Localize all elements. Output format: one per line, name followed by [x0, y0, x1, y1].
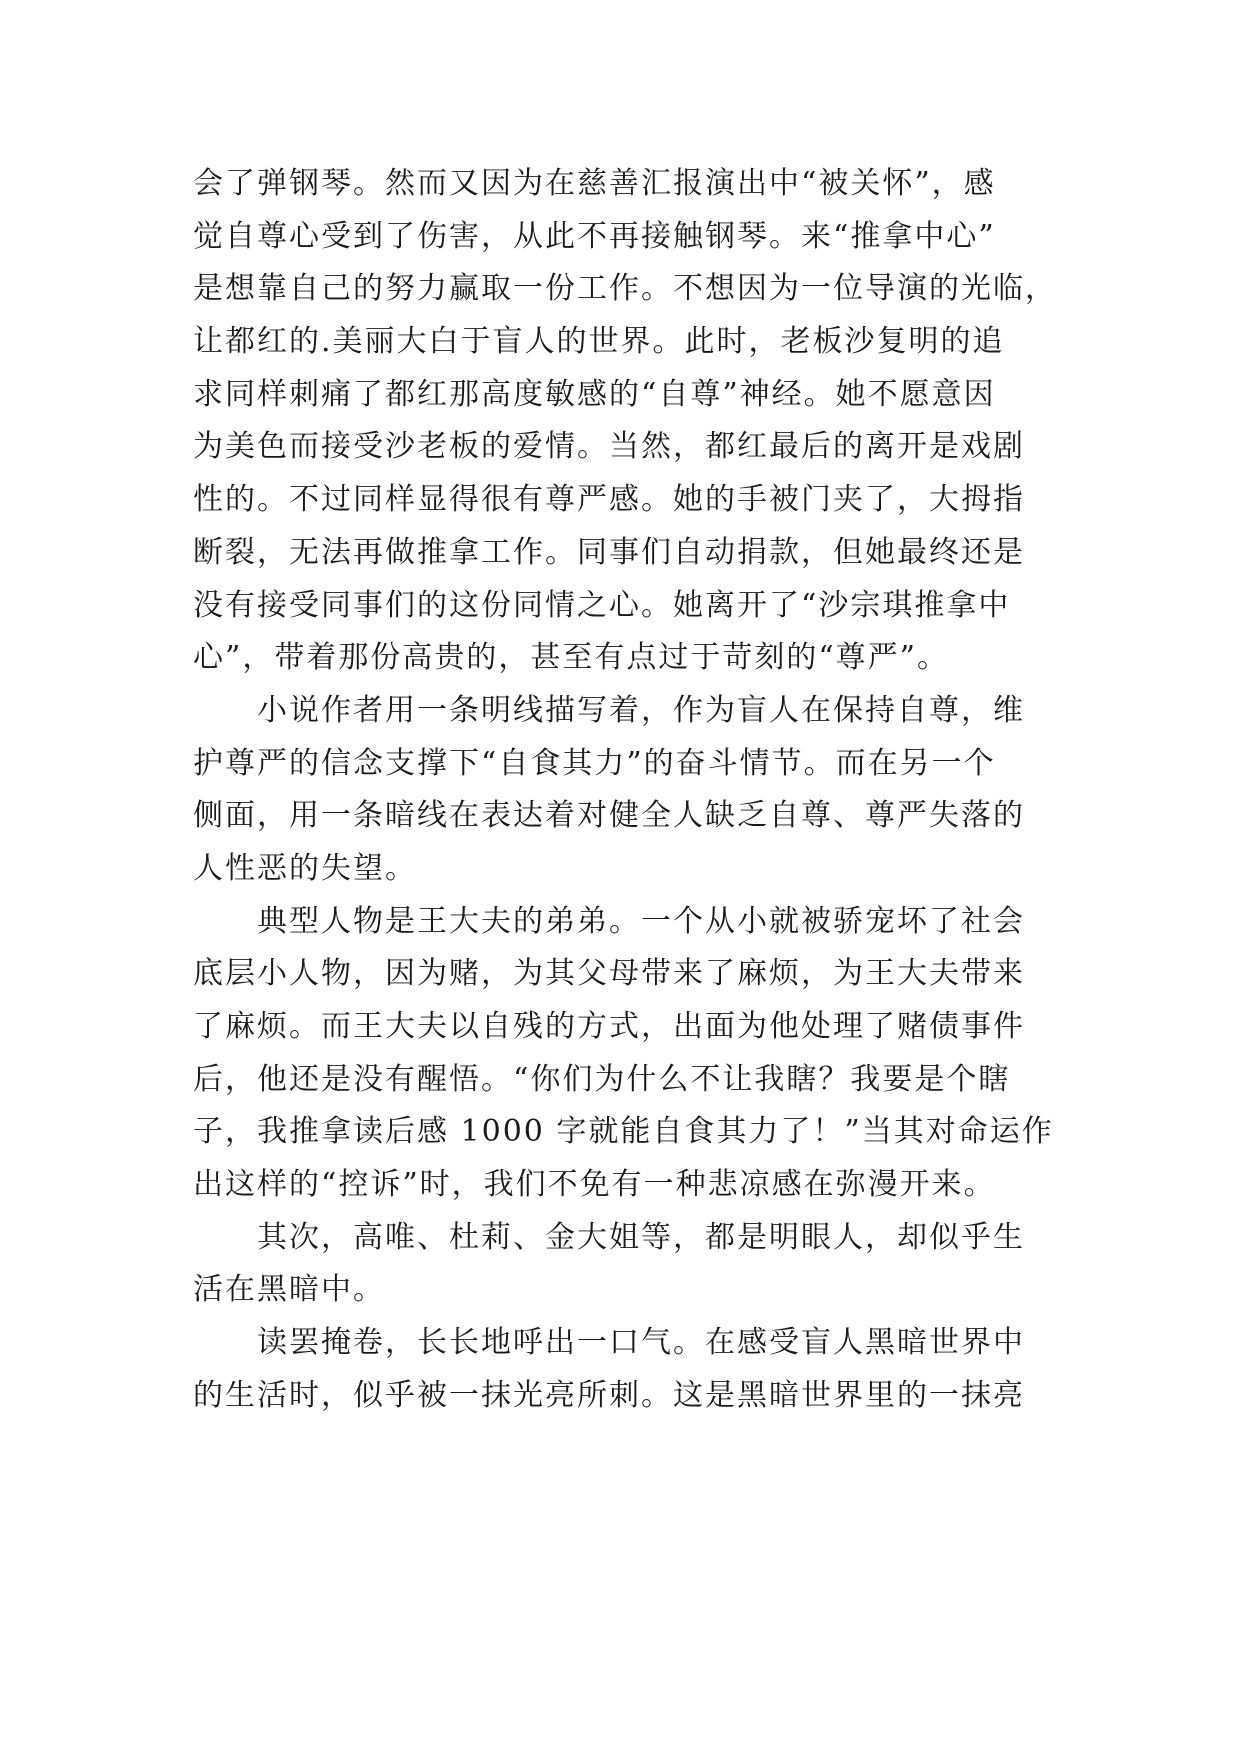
text-line: 活在黑暗中。 [193, 1272, 385, 1308]
text-line: 底层小人物，因为赌，为其父母带来了麻烦，为王大夫带来 [193, 956, 1025, 992]
text-line: 为美色而接受沙老板的爱情。当然，都红最后的离开是戏剧 [193, 429, 1025, 465]
text-line: 断裂，无法再做推拿工作。同事们自动捐款，但她最终还是 [193, 534, 1025, 570]
paragraph-first-line: 小说作者用一条明线描写着，作为盲人在保持自尊，维 [257, 692, 1025, 728]
paragraph-first-line: 其次，高唯、杜莉、金大姐等，都是明眼人，却似乎生 [257, 1219, 1025, 1255]
text-line: 了麻烦。而王大夫以自残的方式，出面为他处理了赌债事件 [193, 1009, 1025, 1044]
text-line: 心”，带着那份高贵的，甚至有点过于苛刻的“尊严”。 [193, 640, 950, 676]
text-line: 没有接受同事们的这份同情之心。她离开了“沙宗琪推拿中 [193, 587, 1011, 623]
text-line: 是想靠自己的努力赢取一份工作。不想因为一位导演的光临， [193, 271, 1057, 307]
text-line: 后，他还是没有醒悟。“你们为什么不让我瞎？我要是个瞎 [193, 1061, 1011, 1097]
text-line: 出这样的“控诉”时，我们不免有一种悲凉感在弥漫开来。 [193, 1167, 996, 1203]
text-line: 求同样刺痛了都红那高度敏感的“自尊”神经。她不愿意因 [193, 376, 996, 412]
text-line: 子，我推拿读后感 1000 字就能自食其力了！”当其对命运作 [193, 1114, 1054, 1150]
text-line: 觉自尊心受到了伤害，从此不再接触钢琴。来“推拿中心” [193, 218, 996, 254]
text-line: 会了弹钢琴。然而又因为在慈善汇报演出中“被关怀”，感 [193, 166, 996, 201]
text-line: 的生活时，似乎被一抹光亮所刺。这是黑暗世界里的一抹亮 [193, 1377, 1025, 1413]
paragraph-first-line: 读罢掩卷，长长地呼出一口气。在感受盲人黑暗世界中 [257, 1325, 1025, 1361]
text-line: 护尊严的信念支撑下“自食其力”的奋斗情节。而在另一个 [193, 745, 996, 781]
text-line: 让都红的.美丽大白于盲人的世界。此时，老板沙复明的追 [193, 324, 1005, 360]
text-line: 侧面，用一条暗线在表达着对健全人缺乏自尊、尊严失落的 [193, 798, 1025, 834]
text-line: 性的。不过同样显得很有尊严感。她的手被门夹了，大拇指 [193, 482, 1025, 518]
body-text [193, 158, 1073, 1423]
text-line: 人性恶的失望。 [193, 850, 417, 886]
paragraph-first-line: 典型人物是王大夫的弟弟。一个从小就被骄宠坏了社会 [257, 903, 1025, 939]
